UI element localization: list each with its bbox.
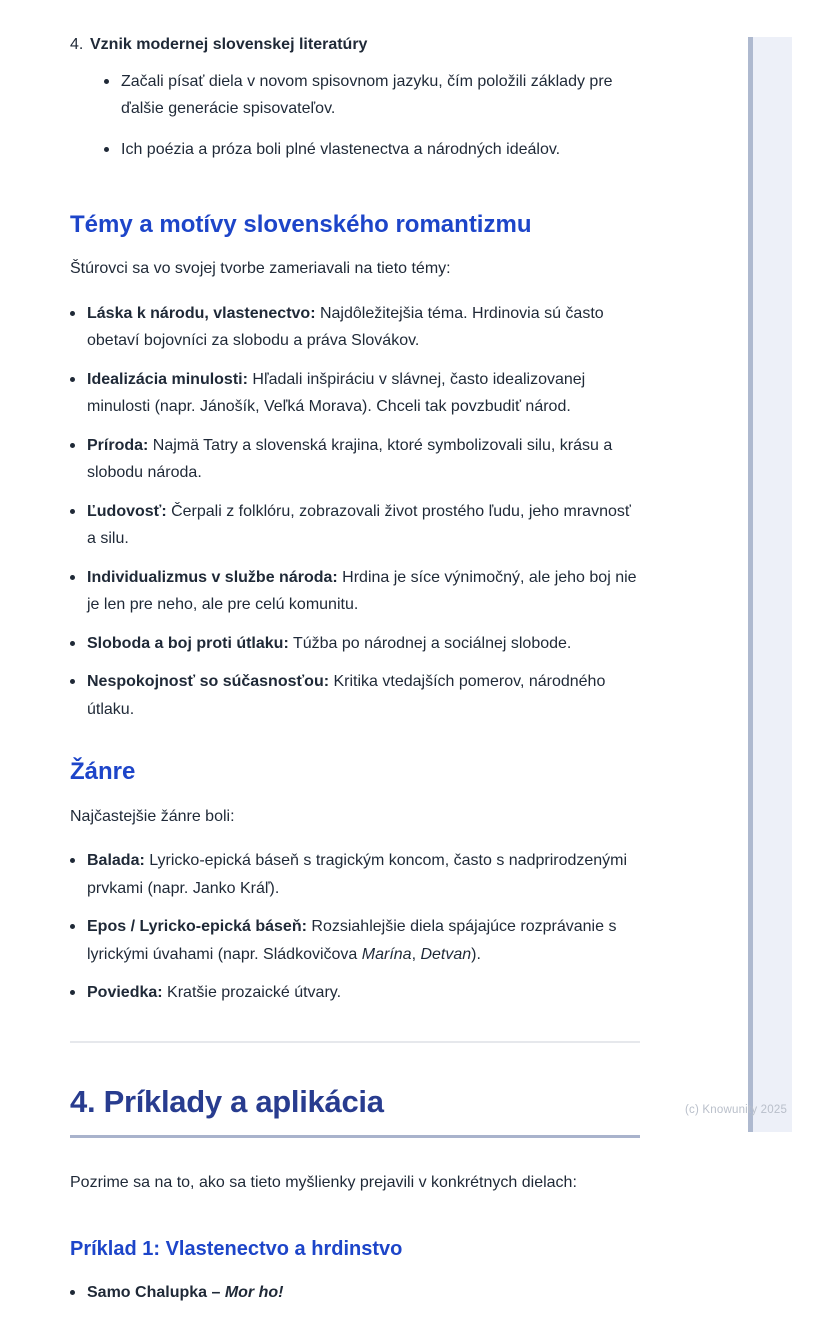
description: Kritika vtedajších pomerov, národného útlaku.: [87, 673, 606, 718]
examples-intro-paragraph: Pozrime sa na to, ako sa tieto myšlienky prejavili v konkrétnych dielach:: [70, 1173, 577, 1191]
description: Najmä Tatry a slovenská krajina, ktoré symbolizovali silu, krásu a slobodu národa.: [87, 436, 613, 482]
work-title: Mor ho!: [224, 1284, 284, 1302]
example1-list: [70, 1279, 640, 1307]
description: Kratšie prozaické útvary.: [162, 984, 342, 1002]
list-item: [70, 668, 640, 723]
list-item: [70, 300, 640, 355]
work-title: Marína: [361, 945, 412, 963]
description: Lyricko-epická báseň s tragickým koncom, často s nadprirodzenými prvkami (napr. Janko Kráľ).: [87, 852, 628, 897]
description: Hľadali inšpiráciu v slávnej, často idealizovanej minulosti (napr. Jánošík, Veľká Morava). Chceli tak povzbudiť národ.: [87, 370, 586, 416]
bullet-dot-icon: [104, 147, 109, 152]
themes-intro-paragraph: Štúrovci sa vo svojej tvorbe zameriavali na tieto témy:: [70, 260, 451, 278]
bullet-dot-icon: [70, 509, 75, 514]
list-item: [70, 432, 640, 487]
bullet-dot-icon: [70, 377, 75, 382]
description: Hrdina je síce výnimočný, ale jeho boj nie je len pre neho, ale pre celú komunitu.: [87, 568, 637, 614]
term: Sloboda a boj proti útlaku:: [87, 634, 289, 652]
list-item: [70, 498, 640, 553]
list-item: [70, 564, 640, 619]
bullet-dot-icon: [70, 1290, 75, 1295]
section-divider: [70, 1041, 640, 1043]
bullet-dot-icon: [70, 575, 75, 580]
list-item-text: [87, 498, 640, 553]
term: Balada:: [87, 852, 145, 870]
list-item: [104, 68, 640, 123]
list-item-text: Začali písať diela v novom spisovnom jazyku, čím položili základy pre ďalšie generácie spisovateľov.: [121, 72, 613, 118]
bullet-dot-icon: [70, 443, 75, 448]
themes-list: [70, 300, 640, 724]
list-item: [70, 913, 640, 968]
description: ,: [411, 945, 421, 963]
bullet-dot-icon: [70, 924, 75, 929]
numbered-list-item-4: [70, 31, 640, 176]
term: Poviedka:: [87, 984, 163, 1002]
term: Individualizmus v službe národa:: [87, 568, 338, 586]
bullet-dot-icon: [70, 990, 75, 995]
list-item-text: [87, 1279, 283, 1307]
term: Nespokojnosť so súčasnosťou:: [87, 673, 330, 691]
list-item-text: [87, 432, 640, 487]
term: Ľudovosť:: [87, 502, 167, 520]
list-item: [70, 1279, 640, 1307]
genres-intro-paragraph: Najčastejšie žánre boli:: [70, 807, 235, 825]
term: Láska k národu, vlastenectvo:: [87, 304, 316, 322]
bullet-dot-icon: [70, 679, 75, 684]
list-item: [70, 847, 640, 902]
list-item-text: [87, 913, 640, 968]
list-item-text: Ich poézia a próza boli plné vlastenectva a národných ideálov.: [121, 140, 561, 158]
list-item-text: [87, 847, 640, 902]
author-name: Samo Chalupka –: [87, 1284, 225, 1302]
description: Najdôležitejšia téma. Hrdinovia sú často obetaví bojovníci za slobodu a práva Slovákov.: [87, 304, 604, 350]
document-content: [70, 31, 640, 1318]
list-item: [70, 366, 640, 421]
bullet-dot-icon: [104, 79, 109, 84]
subsection-heading-example1: Príklad 1: Vlastenectvo a hrdinstvo: [70, 1238, 403, 1261]
list-item-text: [87, 564, 640, 619]
list-item: [70, 979, 640, 1007]
term: Epos / Lyricko-epická báseň:: [87, 918, 307, 936]
bullet-dot-icon: [70, 641, 75, 646]
description: Rozsiahlejšie diela spájajúce rozprávanie s lyrickými úvahami (napr. Sládkovičova: [87, 918, 617, 963]
chapter-heading-examples: 4. Príklady a aplikácia: [70, 1083, 640, 1138]
numbered-item-title: Vznik modernej slovenskej literatúry: [90, 36, 368, 53]
section-heading-themes: Témy a motívy slovenského romantizmu: [70, 211, 532, 239]
scrollbar-track: [753, 37, 792, 1132]
description: ).: [471, 945, 481, 963]
intro-sub-list: [104, 68, 640, 164]
bullet-dot-icon: [70, 311, 75, 316]
term: Idealizácia minulosti:: [87, 370, 248, 388]
numbered-item-body: [90, 31, 640, 176]
list-item-text: [87, 300, 640, 355]
genres-list: [70, 847, 640, 1007]
scrollbar-thumb[interactable]: [748, 37, 753, 1132]
list-item: [104, 136, 640, 164]
section-heading-genres: Žánre: [70, 758, 136, 786]
term: Príroda:: [87, 436, 149, 454]
work-title: Detvan: [420, 945, 472, 963]
list-item-text: [87, 630, 571, 658]
list-item-text: [87, 668, 640, 723]
list-number: 4.: [70, 36, 84, 53]
list-item-text: [87, 979, 341, 1007]
bullet-dot-icon: [70, 858, 75, 863]
description: Túžba po národnej a sociálnej slobode.: [288, 634, 572, 652]
list-item-text: [87, 366, 640, 421]
list-item: [70, 630, 640, 658]
watermark-text: (c) Knowunity 2025: [685, 1104, 788, 1116]
description: Čerpali z folklóru, zobrazovali život prostého ľudu, jeho mravnosť a silu.: [87, 502, 631, 548]
